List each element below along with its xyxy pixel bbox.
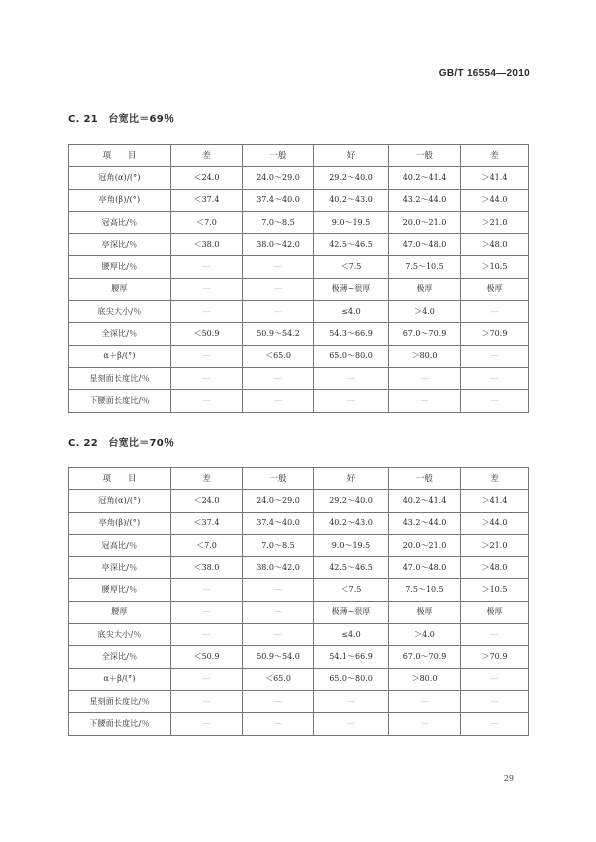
value-cell: — <box>171 278 243 300</box>
value-cell: — <box>389 713 461 735</box>
header-grade-cell: 差 <box>461 145 529 167</box>
value-cell: — <box>389 367 461 389</box>
table-row <box>69 534 529 556</box>
value-cell: ＞4.0 <box>389 624 461 646</box>
value-cell: 47.0～48.0 <box>389 234 461 256</box>
value-cell: — <box>461 624 529 646</box>
value-cell: 极厚 <box>461 278 529 300</box>
item-cell: 冠角(α)/(°) <box>69 167 171 189</box>
value-cell: — <box>461 390 529 412</box>
value-cell: 40.2～43.0 <box>314 512 389 534</box>
page-number: 29 <box>503 774 514 783</box>
value-cell: 65.0～80.0 <box>314 345 389 367</box>
value-cell: ＞41.4 <box>461 490 529 512</box>
value-cell: 54.1～66.9 <box>314 646 389 668</box>
item-cell: 冠高比/％ <box>69 534 171 556</box>
value-cell: — <box>171 668 243 690</box>
value-cell: — <box>389 690 461 712</box>
header-grade-cell: 一般 <box>243 145 314 167</box>
value-cell: 9.0～19.5 <box>314 211 389 233</box>
value-cell: 7.0～8.5 <box>243 534 314 556</box>
item-cell: 底尖大小/％ <box>69 301 171 323</box>
table-row <box>69 345 529 367</box>
item-cell: 底尖大小/％ <box>69 624 171 646</box>
table-header-row <box>69 468 529 490</box>
item-cell: 腰厚比/％ <box>69 256 171 278</box>
value-cell: ＜7.5 <box>314 256 389 278</box>
value-cell: — <box>171 367 243 389</box>
value-cell: 极厚 <box>461 601 529 623</box>
value-cell: — <box>243 256 314 278</box>
item-cell: 星刻面长度比/％ <box>69 367 171 389</box>
table-row <box>69 278 529 300</box>
value-cell: ＞10.5 <box>461 579 529 601</box>
value-cell: — <box>461 713 529 735</box>
table-row <box>69 601 529 623</box>
value-cell: 7.5～10.5 <box>389 579 461 601</box>
table-row <box>69 301 529 323</box>
value-cell: ＞48.0 <box>461 557 529 579</box>
item-cell: 亭深比/％ <box>69 557 171 579</box>
value-cell: ＞4.0 <box>389 301 461 323</box>
table-body <box>69 468 529 736</box>
value-cell: 9.0～19.5 <box>314 534 389 556</box>
table-header-row <box>69 145 529 167</box>
value-cell: — <box>171 624 243 646</box>
standard-code: GB/T 16554—2010 <box>438 68 530 79</box>
value-cell: ＞21.0 <box>461 211 529 233</box>
value-cell: — <box>461 690 529 712</box>
item-cell: 腰厚 <box>69 601 171 623</box>
value-cell: ＜65.0 <box>243 668 314 690</box>
value-cell: 38.0～42.0 <box>243 234 314 256</box>
table-row <box>69 189 529 211</box>
value-cell: ＞80.0 <box>389 668 461 690</box>
value-cell: — <box>243 278 314 300</box>
value-cell: ＞10.5 <box>461 256 529 278</box>
item-cell: 腰厚比/％ <box>69 579 171 601</box>
header-grade-cell: 一般 <box>389 468 461 490</box>
value-cell: 7.0～8.5 <box>243 211 314 233</box>
value-cell: ＞48.0 <box>461 234 529 256</box>
value-cell: — <box>171 690 243 712</box>
table-row <box>69 668 529 690</box>
value-cell: 40.2～43.0 <box>314 189 389 211</box>
value-cell: ＜37.4 <box>171 189 243 211</box>
header-grade-cell: 好 <box>314 468 389 490</box>
table-row <box>69 211 529 233</box>
item-cell: 星刻面长度比/％ <box>69 690 171 712</box>
value-cell: — <box>389 390 461 412</box>
table-row <box>69 490 529 512</box>
grade-table <box>68 144 529 413</box>
value-cell: 50.9～54.0 <box>243 646 314 668</box>
value-cell: — <box>171 601 243 623</box>
value-cell: — <box>171 256 243 278</box>
table-row <box>69 624 529 646</box>
value-cell: 50.9～54.2 <box>243 323 314 345</box>
value-cell: — <box>461 367 529 389</box>
value-cell: 67.0～70.9 <box>389 646 461 668</box>
value-cell: 20.0～21.0 <box>389 534 461 556</box>
value-cell: ＜7.0 <box>171 211 243 233</box>
item-cell: 冠高比/％ <box>69 211 171 233</box>
value-cell: 43.2～44.0 <box>389 512 461 534</box>
value-cell: 40.2～41.4 <box>389 167 461 189</box>
table-row <box>69 512 529 534</box>
header-grade-cell: 好 <box>314 145 389 167</box>
value-cell: 7.5～10.5 <box>389 256 461 278</box>
value-cell: 43.2～44.0 <box>389 189 461 211</box>
value-cell: — <box>243 367 314 389</box>
value-cell: 极薄~很厚 <box>314 601 389 623</box>
grade-table <box>68 467 529 736</box>
value-cell: ＜50.9 <box>171 646 243 668</box>
table-row <box>69 390 529 412</box>
item-cell: 亭角(β)/(°) <box>69 512 171 534</box>
value-cell: ＞70.9 <box>461 646 529 668</box>
value-cell: — <box>243 579 314 601</box>
item-cell: 全深比/％ <box>69 323 171 345</box>
item-cell: α＋β/(°) <box>69 345 171 367</box>
value-cell: — <box>171 579 243 601</box>
header-item-cell: 项 目 <box>69 145 171 167</box>
value-cell: ＞21.0 <box>461 534 529 556</box>
value-cell: ＜50.9 <box>171 323 243 345</box>
value-cell: — <box>171 301 243 323</box>
value-cell: 37.4～40.0 <box>243 512 314 534</box>
value-cell: ＞70.9 <box>461 323 529 345</box>
value-cell: ＜38.0 <box>171 557 243 579</box>
header-grade-cell: 差 <box>461 468 529 490</box>
value-cell: 极薄~很厚 <box>314 278 389 300</box>
value-cell: — <box>314 713 389 735</box>
value-cell: 42.5～46.5 <box>314 557 389 579</box>
item-cell: 腰厚 <box>69 278 171 300</box>
value-cell: — <box>243 624 314 646</box>
value-cell: 37.4～40.0 <box>243 189 314 211</box>
table-row <box>69 713 529 735</box>
table-row <box>69 256 529 278</box>
value-cell: 40.2～41.4 <box>389 490 461 512</box>
table-row <box>69 323 529 345</box>
item-cell: α＋β/(°) <box>69 668 171 690</box>
table-row <box>69 579 529 601</box>
value-cell: ＞41.4 <box>461 167 529 189</box>
value-cell: ＜24.0 <box>171 167 243 189</box>
value-cell: 47.0～48.0 <box>389 557 461 579</box>
value-cell: 54.3～66.9 <box>314 323 389 345</box>
value-cell: ＜7.0 <box>171 534 243 556</box>
value-cell: ＜37.4 <box>171 512 243 534</box>
header-grade-cell: 一般 <box>243 468 314 490</box>
item-cell: 亭深比/％ <box>69 234 171 256</box>
value-cell: ≤4.0 <box>314 301 389 323</box>
item-cell: 下腰面长度比/％ <box>69 713 171 735</box>
value-cell: — <box>314 367 389 389</box>
value-cell: — <box>461 301 529 323</box>
item-cell: 冠角(α)/(°) <box>69 490 171 512</box>
value-cell: ＜24.0 <box>171 490 243 512</box>
value-cell: 67.0～70.9 <box>389 323 461 345</box>
value-cell: — <box>243 390 314 412</box>
table-row <box>69 557 529 579</box>
header-grade-cell: 差 <box>171 468 243 490</box>
value-cell: — <box>171 713 243 735</box>
value-cell: ＜7.5 <box>314 579 389 601</box>
value-cell: — <box>461 345 529 367</box>
table-row <box>69 646 529 668</box>
value-cell: 极厚 <box>389 278 461 300</box>
value-cell: 24.0～29.0 <box>243 490 314 512</box>
value-cell: ＞44.0 <box>461 512 529 534</box>
section-title: C. 21 台宽比＝69％ <box>68 114 175 125</box>
value-cell: — <box>243 690 314 712</box>
table-row <box>69 167 529 189</box>
value-cell: 极厚 <box>389 601 461 623</box>
value-cell: ＜65.0 <box>243 345 314 367</box>
table-row <box>69 234 529 256</box>
value-cell: ＞80.0 <box>389 345 461 367</box>
table-row <box>69 367 529 389</box>
value-cell: 65.0～80.0 <box>314 668 389 690</box>
value-cell: — <box>243 601 314 623</box>
table-body <box>69 145 529 413</box>
item-cell: 下腰面长度比/％ <box>69 390 171 412</box>
value-cell: — <box>314 690 389 712</box>
header-grade-cell: 一般 <box>389 145 461 167</box>
value-cell: — <box>171 390 243 412</box>
value-cell: 29.2～40.0 <box>314 490 389 512</box>
value-cell: ＜38.0 <box>171 234 243 256</box>
value-cell: 20.0～21.0 <box>389 211 461 233</box>
section-title: C. 22 台宽比＝70％ <box>68 438 175 449</box>
value-cell: 38.0～42.0 <box>243 557 314 579</box>
header-item-cell: 项 目 <box>69 468 171 490</box>
value-cell: — <box>171 345 243 367</box>
value-cell: ＞44.0 <box>461 189 529 211</box>
header-grade-cell: 差 <box>171 145 243 167</box>
item-cell: 亭角(β)/(°) <box>69 189 171 211</box>
value-cell: — <box>461 668 529 690</box>
table-row <box>69 690 529 712</box>
value-cell: 24.0～29.0 <box>243 167 314 189</box>
value-cell: 29.2～40.0 <box>314 167 389 189</box>
value-cell: — <box>243 301 314 323</box>
value-cell: ≤4.0 <box>314 624 389 646</box>
value-cell: 42.5～46.5 <box>314 234 389 256</box>
value-cell: — <box>243 713 314 735</box>
item-cell: 全深比/％ <box>69 646 171 668</box>
value-cell: — <box>314 390 389 412</box>
